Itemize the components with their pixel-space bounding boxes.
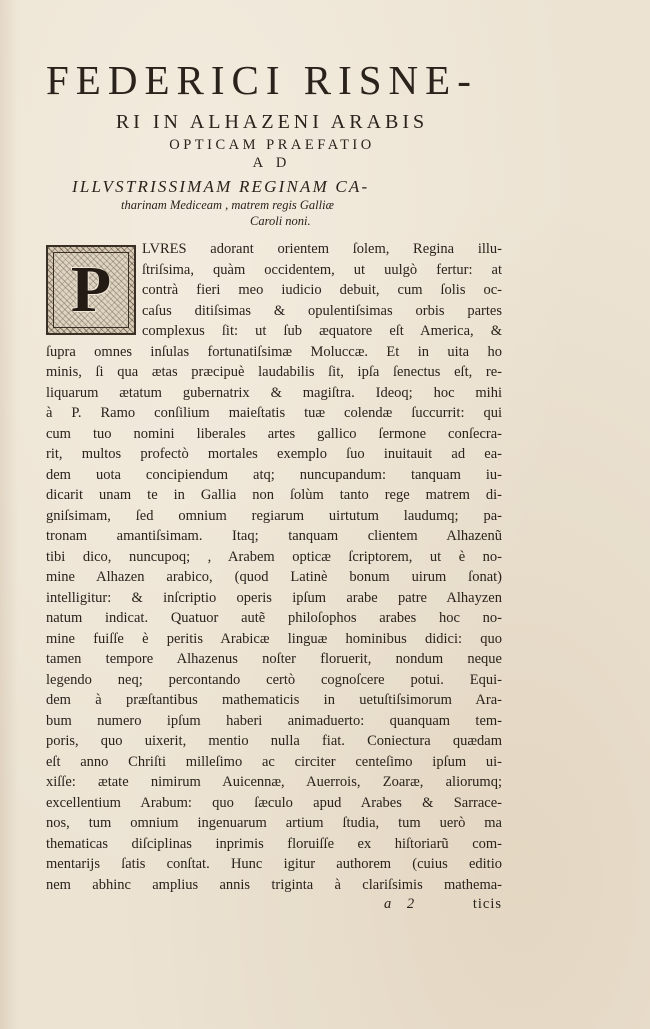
body-line: eſt anno Chriſti milleſimo ac circiter centeſimo ipſum ui- bbox=[46, 753, 502, 770]
body-line: tibi dico, nuncupoq; , Arabem opticæ ſcriptorem, ut è no- bbox=[46, 548, 502, 565]
body-line: minis, ſi qua ætas præcipuè laudabilis ſit, ipſa ſenectus eſt, re- bbox=[46, 364, 502, 380]
body-line: mine Alhazen arabico, (quod Latinè bonum uirum ſonat) bbox=[46, 569, 502, 585]
body-line: poris, quo uixerit, mentio nulla fiat. Coniectura quædam bbox=[46, 733, 502, 749]
body-line: tamen tempore Alhazenus noſter floruerit, nondum neque bbox=[46, 651, 502, 667]
body-line: complexus ſit: ut ſub æquatore eſt America, & bbox=[142, 323, 502, 339]
body-line: tronam amantiſsimam. Itaq; tanquam clientem Alhazenũ bbox=[46, 528, 502, 544]
body-line: LVRES adorant orientem ſolem, Regina illu- bbox=[142, 241, 502, 257]
body-line: dem uota concipiendum atq; nuncupandum: tanquam iu- bbox=[46, 466, 502, 483]
body-line: cum tuo nomini liberales artes gallico ſermone conſecra- bbox=[46, 425, 502, 442]
title-line-3: OPTICAM PRAEFATIO bbox=[169, 137, 375, 153]
body-line: liquarum ætatum gubernatrix & magiſtra. Ideoq; hoc mihi bbox=[46, 384, 502, 401]
body-line: xiſſe: ætate nimirum Auicennæ, Auerrois, Zoaræ, aliorumq; bbox=[46, 774, 502, 790]
dedication-line-2: tharinam Mediceam , matrem regis Galliæ bbox=[121, 198, 334, 212]
title-line-2: RI IN ALHAZENI ARABIS bbox=[115, 111, 429, 133]
body-line: natum indicat. Quatuor autẽ philoſophos arabes hoc no- bbox=[46, 610, 502, 626]
page-footer bbox=[46, 896, 502, 918]
body-line: legendo neq; percontando certò cognoſcere potui. Equi- bbox=[46, 671, 502, 688]
body-line: dem à præſtantibus mathematicis in uetuſtiſsimorum Ara- bbox=[46, 692, 502, 708]
drop-cap-letter: P bbox=[70, 253, 112, 326]
body-text bbox=[46, 239, 502, 895]
body-line: ſtriſsima, quàm occidentem, ut uulgò fertur: at bbox=[142, 261, 502, 278]
body-line: mine fuiſſe è peritis Arabicæ linguæ hominibus didici: quo bbox=[46, 630, 502, 647]
body-line: caſus ditiſsimas & opulentiſsimas orbis partes bbox=[142, 302, 502, 319]
dedication-line-1: ILLVSTRISSIMAM REGINAM CA- bbox=[72, 177, 370, 196]
catchword: ticis bbox=[472, 896, 502, 912]
signature-mark: a 2 bbox=[384, 896, 421, 912]
body-line: thematicas diſciplinas inprimis floruiſſe ex hiſtoriarũ com- bbox=[46, 835, 502, 852]
title-line-4: A D bbox=[252, 155, 292, 171]
body-line: excellentium Arabum: quo ſæculo apud Arabes & Sarrace- bbox=[46, 794, 502, 811]
body-line: contrà fieri meo iudicio debuit, cum ſolis oc- bbox=[142, 282, 502, 298]
body-line: gniſsimam, ſed omnium regiarum uirtutum laudumq; pa- bbox=[46, 507, 502, 524]
body-line: mentarijs ſatis conſtat. Hunc igitur authorem (cuius editio bbox=[46, 856, 502, 872]
title-block bbox=[46, 58, 498, 229]
body-line: bum numero ipſum haberi animaduerto: quanquam tem- bbox=[46, 712, 502, 729]
body-line: rit, multos profectò mortales exemplo ſuo inuitauit ad ea- bbox=[46, 446, 502, 462]
body-line: intelligitur: & inſcriptio operis ipſum arabe patre Alhayzen bbox=[46, 589, 502, 606]
body-line: nem abhinc amplius annis triginta à clariſsimis mathema- bbox=[46, 876, 502, 893]
body-line: à P. Ramo conſilium maieſtatis tuæ colendæ ſuccurrit: qui bbox=[46, 405, 502, 421]
body-line: nos, tum omnium ingenuarum artium ſtudia, tum uerò ma bbox=[46, 815, 502, 831]
title-line-1: FEDERICI RISNE- bbox=[46, 57, 478, 103]
dedication-line-3: Caroli noni. bbox=[250, 214, 311, 228]
body-line: dicarit unam te in Gallia non ſolùm tanto rege matrem di- bbox=[46, 487, 502, 503]
body-line: ſupra omnes inſulas fortunatiſsimæ Moluccæ. Et in uita ho bbox=[46, 343, 502, 360]
